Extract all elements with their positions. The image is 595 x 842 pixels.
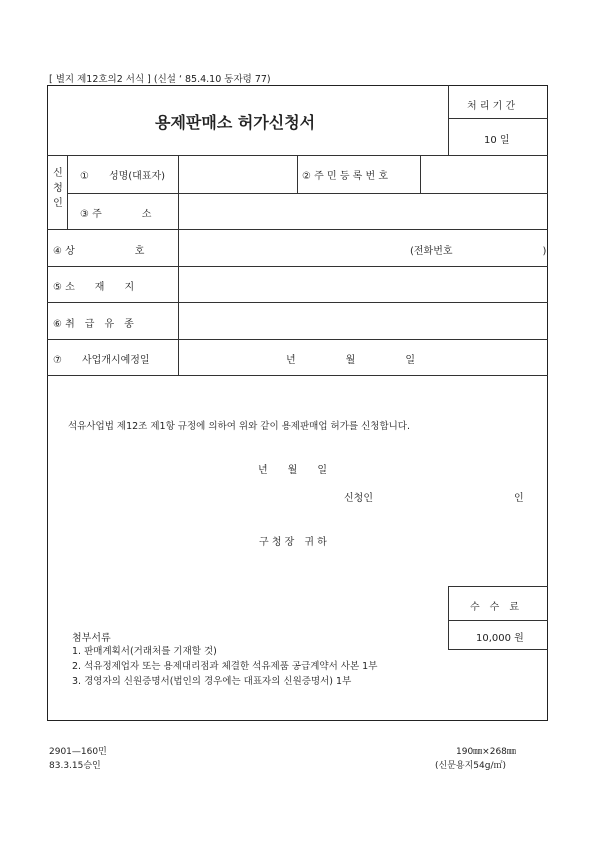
oil-type-field[interactable]: [179, 303, 547, 338]
address-field[interactable]: [179, 194, 547, 228]
phone-number-label: (전화번호 ): [410, 246, 547, 257]
attachment-item: 1. 판매계획서(거래처를 기재할 것): [72, 646, 217, 657]
resident-id-field[interactable]: [421, 156, 547, 192]
attachment-item: 3. 경영자의 신원증명서(법인의 경우에는 대표자의 신원증명서) 1부: [72, 676, 352, 687]
addressee: 구 청 장 귀 하: [259, 537, 327, 548]
start-date-field[interactable]: 년 월 일: [286, 355, 415, 366]
form-title: 용제판매소 허가신청서: [155, 113, 316, 132]
form-reference-note: [ 별지 제12호의2 서식 ] (신설 ‘ 85.4.10 동자령 77): [49, 74, 271, 85]
resident-id-label: ② 주 민 등 록 번 호: [302, 171, 388, 182]
footer-approval-code: 2901—160민: [49, 747, 107, 757]
processing-period-value: 10 일: [484, 135, 510, 146]
applicant-group-label: 신 청 인: [53, 168, 63, 209]
name-field[interactable]: [179, 156, 296, 192]
footer-paper-type: (신문용지54g/㎡): [435, 761, 506, 771]
oil-type-label: ⑥ 취 급 유 종: [53, 319, 134, 330]
footer-approval-date: 83.3.15승인: [49, 761, 101, 771]
seal-mark[interactable]: 인: [514, 493, 524, 504]
start-date-label: ⑦ 사업개시예정일: [53, 355, 150, 366]
fee-value: 10,000 원: [476, 633, 524, 644]
declaration-text: 석유사업법 제12조 제1항 규정에 의하여 위와 같이 용제판매업 허가를 신청합니다.: [68, 421, 410, 432]
attachment-item: 2. 석유정제업자 또는 용제대리점과 체결한 석유제품 공급계약서 사본 1부: [72, 661, 378, 672]
processing-period-label: 처 리 기 간: [467, 101, 516, 112]
trade-name-field[interactable]: [179, 230, 404, 265]
name-label: ① 성명(대표자): [80, 171, 166, 182]
trade-name-label: ④ 상 호: [53, 246, 145, 257]
footer-paper-size: 190㎜×268㎜: [456, 747, 516, 757]
signature-date[interactable]: 년 월 일: [258, 465, 327, 476]
location-label: ⑤ 소 재 지: [53, 282, 135, 293]
attachments-title: 첨부서류: [72, 633, 111, 644]
location-field[interactable]: [179, 267, 547, 301]
address-label: ③ 주 소: [80, 209, 152, 220]
fee-label: 수 수 료: [470, 602, 519, 613]
applicant-signature-label: 신청인: [344, 493, 373, 504]
